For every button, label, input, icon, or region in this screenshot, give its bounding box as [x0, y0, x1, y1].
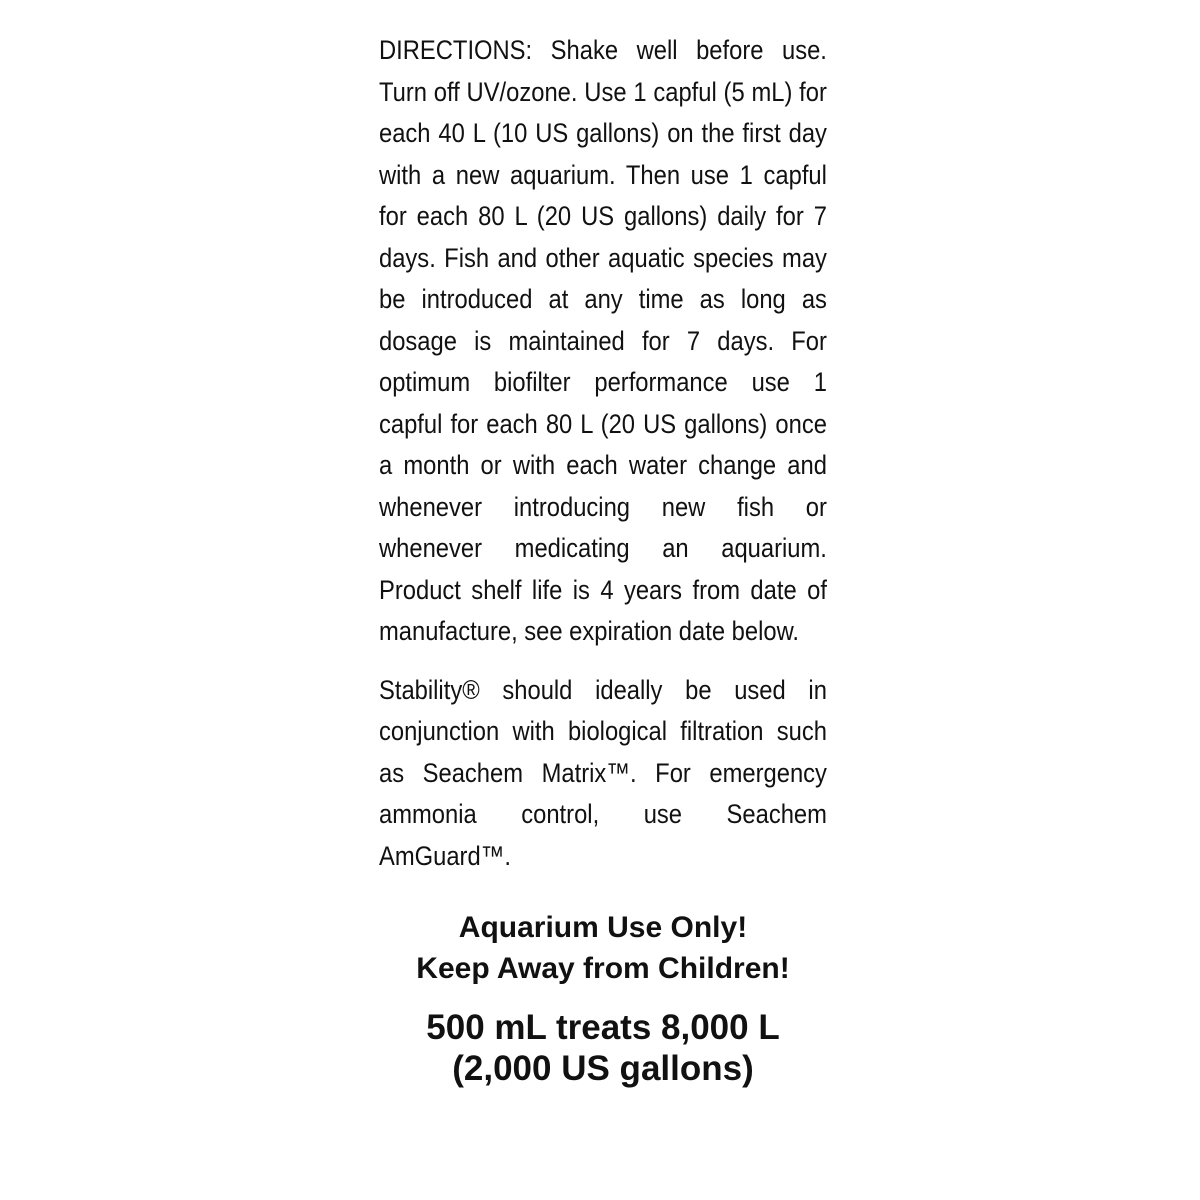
aquarium-use-warning: Aquarium Use Only! [458, 911, 748, 944]
directions-paragraph: DIRECTIONS: Shake well before use. Turn off UV/ozone. Use 1 capful (5 mL) for each 40 L (10 US gallons) on the first day with a new aquarium. Then use 1 capful for each 80 L (20 US gallons) daily for 7 days. Fish and other aquatic species may be introduced at any time as long as dosage is maintained for 7 days. For optimum biofilter performance use 1 capful for each 80 L (20 US gallons) once a month or with each water change and whenever introducing new fish or whenever medicating an aquarium. Product shelf life is 4 years from date of manufacture, see expiration date below. [379, 35, 827, 646]
warning-block [379, 907, 827, 989]
keep-away-warning: Keep Away from Children! [416, 952, 790, 985]
stability-note-paragraph: Stability® should ideally be used in conjunction with biological filtration such as Seachem Matrix™. For emergency ammonia control, use Seachem AmGuard™. [379, 674, 827, 871]
product-label-panel [379, 30, 827, 1089]
volume-treats-line: 500 mL treats 8,000 L [426, 1008, 780, 1047]
volume-gallons-line: (2,000 US gallons) [452, 1049, 754, 1088]
volume-block [379, 1007, 827, 1089]
